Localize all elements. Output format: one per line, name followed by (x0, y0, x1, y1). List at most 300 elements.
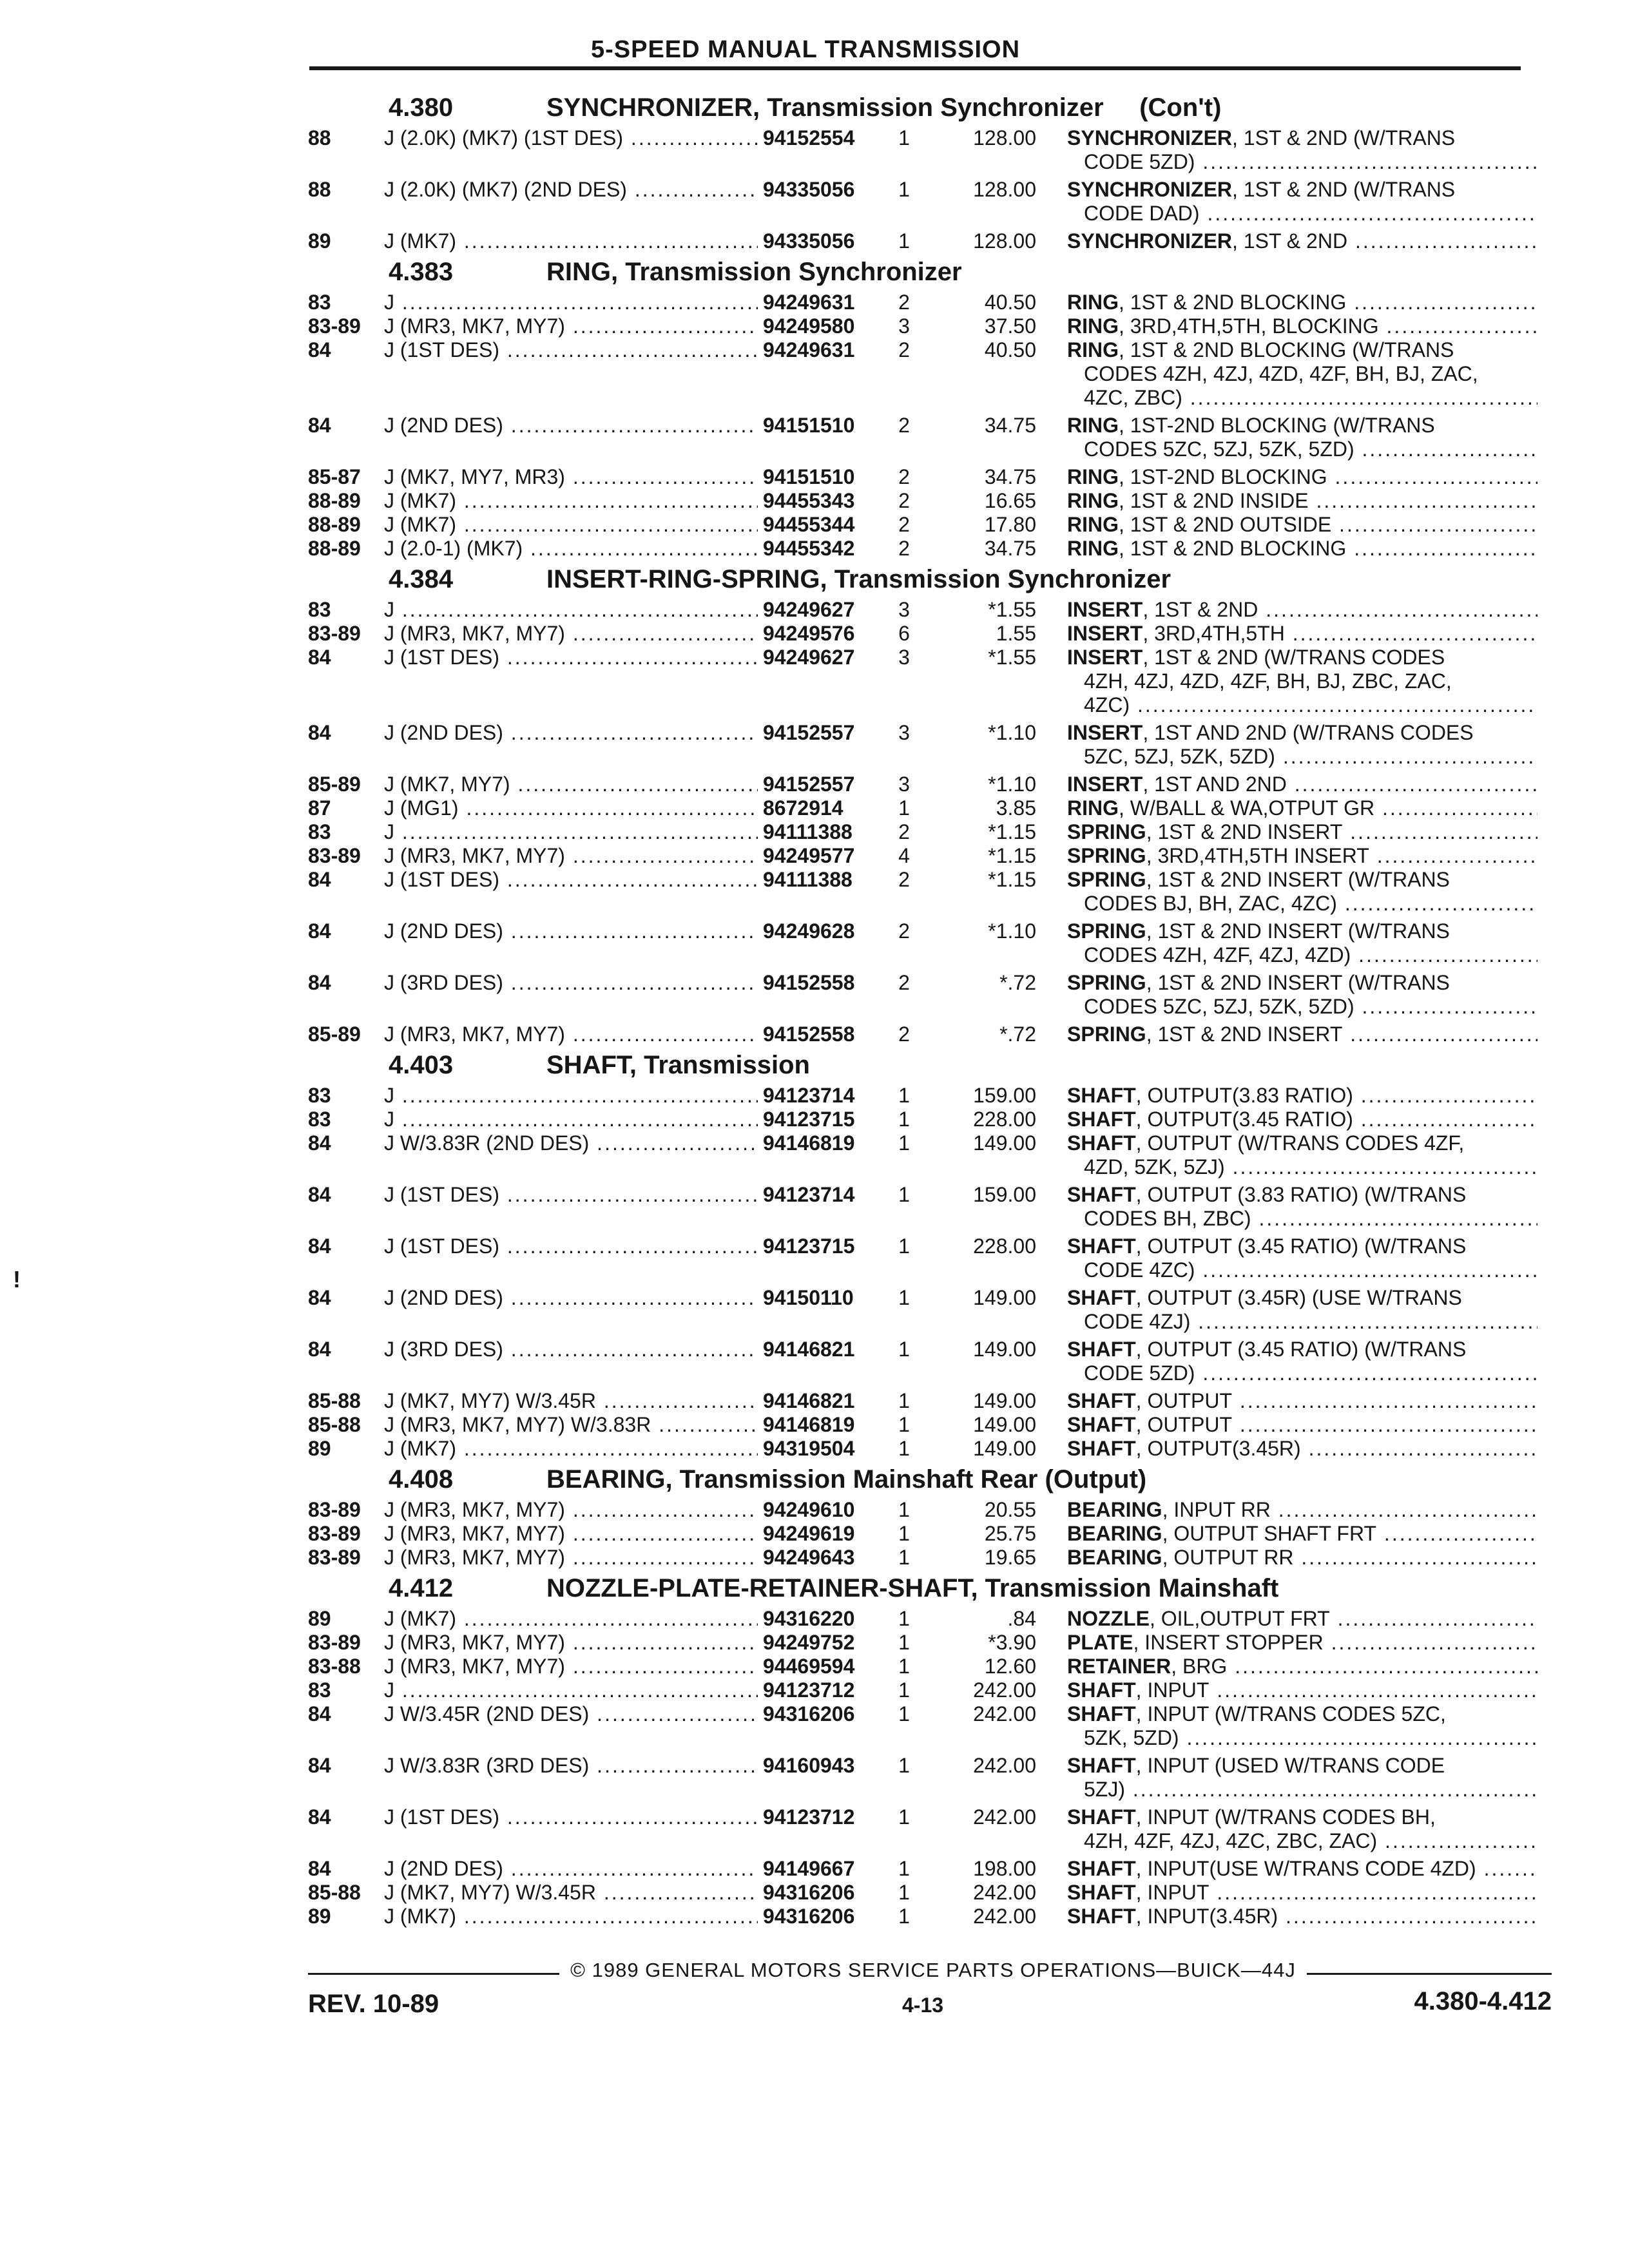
application: J W/3.45R (2ND DES) ..... (384, 1702, 758, 1726)
price: *1.10 (988, 919, 1036, 943)
price: *1.10 (988, 721, 1036, 744)
section-number: 4.380 (389, 93, 454, 122)
footer-page-number: 4-13 (902, 1994, 944, 2017)
part-name: SHAFT (1067, 1881, 1136, 1904)
application: J (3RD DES) ..... (384, 971, 758, 995)
quantity: 1 (898, 1437, 910, 1460)
price: 149.00 (973, 1389, 1036, 1412)
price: *1.55 (988, 598, 1036, 621)
quantity: 2 (898, 414, 910, 437)
part-row (308, 1631, 1552, 1655)
price: 128.00 (973, 229, 1036, 253)
description (1067, 1183, 1537, 1231)
model-year: 84 (308, 1805, 331, 1829)
part-row (308, 1905, 1552, 1928)
model-year: 84 (308, 1857, 331, 1880)
description (1067, 1084, 1537, 1108)
model-year: 84 (308, 1286, 331, 1309)
description-line (1067, 796, 1537, 820)
quantity: 1 (898, 1183, 910, 1206)
part-number: 94151510 (759, 414, 885, 437)
part-name: RING (1067, 291, 1119, 314)
description-line: CODE 5ZD) ..... (1067, 1361, 1537, 1385)
part-row (308, 1754, 1552, 1805)
section-number: 4.383 (389, 258, 454, 286)
application: J (1ST DES) ..... (384, 1235, 758, 1258)
price: 3.85 (996, 796, 1036, 820)
part-number: 94335056 (759, 178, 885, 202)
part-name: BEARING (1067, 1498, 1162, 1521)
model-year: 83-89 (308, 314, 361, 338)
price: 37.50 (984, 314, 1036, 338)
application: J (2ND DES) ..... (384, 1286, 758, 1310)
quantity: 1 (898, 229, 910, 253)
price: 34.75 (984, 465, 1036, 488)
part-number: 94146819 (759, 1131, 885, 1155)
price: 128.00 (973, 126, 1036, 149)
description-line (1067, 1235, 1537, 1258)
part-name: INSERT (1067, 773, 1143, 796)
application: J (MR3, MK7, MY7) ..... (384, 1522, 758, 1546)
quantity: 1 (898, 1881, 910, 1904)
description-line: 4ZC, ZBC) ..... (1067, 386, 1537, 410)
quantity: 2 (898, 537, 910, 560)
description-line: CODES 5ZC, 5ZJ, 5ZK, 5ZD) ..... (1067, 995, 1537, 1019)
part-row (308, 1131, 1552, 1183)
description-line (1067, 465, 1537, 489)
part-number: 94123715 (759, 1108, 885, 1131)
part-number: 94146821 (759, 1389, 885, 1413)
price: 149.00 (973, 1338, 1036, 1361)
quantity: 1 (898, 1857, 910, 1880)
price: 40.50 (984, 338, 1036, 361)
model-year: 84 (308, 971, 331, 994)
quantity: 6 (898, 622, 910, 645)
application: J (MK7) ..... (384, 1905, 758, 1928)
description-line (1067, 314, 1537, 338)
part-name: SHAFT (1067, 1702, 1136, 1725)
description-line: CODES BJ, BH, ZAC, 4ZC) ..... (1067, 892, 1537, 916)
model-year: 84 (308, 1235, 331, 1258)
part-detail: , OUTPUT(3.83 RATIO) (1135, 1084, 1353, 1107)
application: J (MK7) ..... (384, 1607, 758, 1631)
description (1067, 796, 1537, 820)
application: J ..... (384, 1108, 758, 1131)
part-name: SHAFT (1067, 1857, 1136, 1880)
part-detail: , INSERT STOPPER (1133, 1631, 1324, 1654)
price: 198.00 (973, 1857, 1036, 1880)
part-detail: , 1ST & 2ND (1232, 229, 1348, 253)
part-number: 94319504 (759, 1437, 885, 1461)
application: J ..... (384, 1678, 758, 1702)
model-year: 84 (308, 1131, 331, 1155)
description (1067, 919, 1537, 967)
application: J (MK7, MY7) W/3.45R ..... (384, 1389, 758, 1413)
price: *1.15 (988, 868, 1036, 891)
price: 40.50 (984, 291, 1036, 314)
part-detail: , INPUT (1135, 1678, 1210, 1702)
description-line (1067, 513, 1537, 537)
description (1067, 598, 1537, 622)
part-row (308, 1678, 1552, 1702)
quantity: 3 (898, 314, 910, 338)
application: J (2.0K) (MK7) (2ND DES) ..... (384, 178, 758, 202)
section-number: 4.412 (389, 1574, 454, 1602)
page-title: 5-SPEED MANUAL TRANSMISSION (590, 36, 1021, 63)
part-detail: , 1ST & 2ND (W/TRANS (1232, 126, 1456, 149)
part-name: SHAFT (1067, 1286, 1136, 1309)
part-row (308, 646, 1552, 721)
part-detail: , INPUT (W/TRANS CODES 5ZC, (1135, 1702, 1446, 1725)
description (1067, 314, 1537, 338)
part-row (308, 1235, 1552, 1286)
description (1067, 489, 1537, 513)
catalog-section (308, 1461, 1552, 1570)
section-title: RING, Transmission Synchronizer (546, 258, 962, 286)
parts-catalog (308, 89, 1552, 1928)
part-row (308, 1857, 1552, 1881)
footer-copyright: © 1989 GENERAL MOTORS SERVICE PARTS OPERATIONS—BUICK—44J (570, 1959, 1296, 1981)
quantity: 1 (898, 1389, 910, 1412)
application: J ..... (384, 820, 758, 844)
footer-rule-left (308, 1973, 559, 1975)
part-detail: , INPUT(3.45R) (1135, 1905, 1278, 1928)
model-year: 85-88 (308, 1881, 361, 1904)
part-number: 94152557 (759, 773, 885, 796)
price: 159.00 (973, 1084, 1036, 1107)
price: 228.00 (973, 1235, 1036, 1258)
part-row (308, 178, 1552, 229)
description (1067, 622, 1537, 646)
section-title: BEARING, Transmission Mainshaft Rear (Output) (546, 1465, 1147, 1494)
description (1067, 1023, 1537, 1046)
description-line (1067, 598, 1537, 622)
application: J (MK7) ..... (384, 229, 758, 253)
application: J (2ND DES) ..... (384, 919, 758, 943)
part-number: 94316220 (759, 1607, 885, 1631)
part-detail: , 1ST & 2ND INSERT (W/TRANS (1146, 868, 1450, 891)
quantity: 3 (898, 773, 910, 796)
price: 242.00 (973, 1754, 1036, 1777)
part-name: RING (1067, 314, 1119, 338)
description-line (1067, 622, 1537, 646)
part-detail: , INPUT (USED W/TRANS CODE (1135, 1754, 1445, 1777)
part-detail: , 3RD,4TH,5TH INSERT (1146, 844, 1369, 867)
part-number: 94149667 (759, 1857, 885, 1881)
part-number: 8672914 (759, 796, 885, 820)
part-detail: , 3RD,4TH,5TH (1142, 622, 1285, 645)
application: J (3RD DES) ..... (384, 1338, 758, 1361)
model-year: 89 (308, 1905, 331, 1928)
price: 17.80 (984, 513, 1036, 536)
description-line (1067, 1805, 1537, 1829)
model-year: 83-89 (308, 1631, 361, 1654)
quantity: 1 (898, 1546, 910, 1569)
model-year: 88-89 (308, 513, 361, 536)
model-year: 83 (308, 291, 331, 314)
part-name: SHAFT (1067, 1678, 1136, 1702)
part-number: 94249576 (759, 622, 885, 646)
quantity: 1 (898, 1131, 910, 1155)
model-year: 85-89 (308, 773, 361, 796)
part-name: RING (1067, 513, 1119, 536)
price: 149.00 (973, 1131, 1036, 1155)
quantity: 2 (898, 338, 910, 361)
model-year: 89 (308, 1437, 331, 1460)
description-line: CODES 4ZH, 4ZJ, 4ZD, 4ZF, BH, BJ, ZAC, (1084, 362, 1478, 385)
part-number: 94249752 (759, 1631, 885, 1655)
part-number: 94469594 (759, 1655, 885, 1678)
part-name: NOZZLE (1067, 1607, 1150, 1630)
price: *1.15 (988, 820, 1036, 843)
section-heading (308, 89, 1552, 126)
description-line (1067, 338, 1537, 362)
model-year: 83 (308, 598, 331, 621)
price: 242.00 (973, 1905, 1036, 1928)
part-detail: , 1ST & 2ND INSIDE (1119, 489, 1309, 512)
price: 34.75 (984, 414, 1036, 437)
part-name: RING (1067, 489, 1119, 512)
part-name: RING (1067, 414, 1119, 437)
part-row (308, 1183, 1552, 1235)
part-detail: , OUTPUT(3.45 RATIO) (1135, 1108, 1353, 1131)
part-detail: , 1ST & 2ND BLOCKING (W/TRANS (1119, 338, 1454, 361)
part-detail: , OUTPUT (3.45R) (USE W/TRANS (1135, 1286, 1462, 1309)
price: 25.75 (984, 1522, 1036, 1545)
description (1067, 1702, 1537, 1750)
part-name: SHAFT (1067, 1437, 1136, 1460)
application: J (MK7, MY7) ..... (384, 773, 758, 796)
description-line (1067, 721, 1537, 745)
part-row (308, 1546, 1552, 1570)
part-number: 94249631 (759, 291, 885, 314)
model-year: 88-89 (308, 537, 361, 560)
part-detail: , 1ST & 2ND BLOCKING (1119, 291, 1347, 314)
part-number: 94316206 (759, 1905, 885, 1928)
part-name: SHAFT (1067, 1805, 1136, 1829)
model-year: 83-89 (308, 1546, 361, 1569)
description (1067, 126, 1537, 174)
part-name: SPRING (1067, 971, 1146, 994)
quantity: 2 (898, 971, 910, 994)
application: J ..... (384, 1084, 758, 1108)
quantity: 2 (898, 513, 910, 536)
description-line (1067, 1546, 1537, 1570)
part-detail: , INPUT (1135, 1881, 1210, 1904)
part-detail: , OUTPUT (W/TRANS CODES 4ZF, (1135, 1131, 1465, 1155)
part-number: 94335056 (759, 229, 885, 253)
footer-rule-right (1307, 1973, 1552, 1975)
application: J ..... (384, 598, 758, 622)
description-line (1067, 773, 1537, 796)
part-detail: , W/BALL & WA,OTPUT GR (1119, 796, 1375, 820)
section-heading (308, 561, 1552, 598)
model-year: 89 (308, 229, 331, 253)
part-row (308, 1389, 1552, 1413)
description-line (1067, 1108, 1537, 1131)
description-line (1067, 1498, 1537, 1522)
part-number: 94249643 (759, 1546, 885, 1570)
description (1067, 414, 1537, 461)
part-detail: , 1ST & 2ND INSERT (W/TRANS (1146, 919, 1450, 943)
model-year: 83-89 (308, 622, 361, 645)
part-number: 94249619 (759, 1522, 885, 1546)
description (1067, 1131, 1537, 1179)
description-line (1067, 820, 1537, 844)
part-row (308, 414, 1552, 465)
quantity: 1 (898, 1905, 910, 1928)
section-number: 4.408 (389, 1465, 454, 1494)
part-row (308, 1084, 1552, 1108)
price: 242.00 (973, 1881, 1036, 1904)
part-number: 94249577 (759, 844, 885, 868)
model-year: 85-88 (308, 1389, 361, 1412)
quantity: 2 (898, 291, 910, 314)
part-detail: , 1ST & 2ND (1142, 598, 1258, 621)
part-number: 94455344 (759, 513, 885, 537)
part-detail: , OUTPUT(3.45R) (1135, 1437, 1301, 1460)
part-name: SHAFT (1067, 1389, 1136, 1412)
part-number: 94316206 (759, 1881, 885, 1905)
description-line (1067, 1702, 1537, 1726)
part-name: SHAFT (1067, 1338, 1136, 1361)
application: J (1ST DES) ..... (384, 646, 758, 669)
part-detail: , OUTPUT (3.45 RATIO) (W/TRANS (1135, 1338, 1467, 1361)
model-year: 85-87 (308, 465, 361, 488)
description (1067, 1437, 1537, 1461)
application: J (MR3, MK7, MY7) ..... (384, 314, 758, 338)
description (1067, 868, 1537, 916)
application: J (1ST DES) ..... (384, 338, 758, 362)
part-name: SPRING (1067, 919, 1146, 943)
section-heading (308, 253, 1552, 291)
part-row (308, 314, 1552, 338)
quantity: 1 (898, 1235, 910, 1258)
part-row (308, 1023, 1552, 1046)
section-heading (308, 1461, 1552, 1498)
description-line (1067, 1183, 1537, 1207)
part-name: PLATE (1067, 1631, 1133, 1654)
model-year: 83 (308, 820, 331, 843)
part-number: 94249628 (759, 919, 885, 943)
quantity: 2 (898, 919, 910, 943)
part-row (308, 971, 1552, 1023)
part-name: RETAINER (1067, 1655, 1171, 1678)
part-name: SHAFT (1067, 1183, 1136, 1206)
quantity: 1 (898, 1631, 910, 1654)
price: *3.90 (988, 1631, 1036, 1654)
stray-mark: ! (13, 1266, 21, 1293)
application: J (MR3, MK7, MY7) ..... (384, 1546, 758, 1570)
part-number: 94123714 (759, 1183, 885, 1207)
part-row (308, 513, 1552, 537)
quantity: 1 (898, 1338, 910, 1361)
footer-section-range: 4.380-4.412 (1414, 1987, 1552, 2015)
part-name: INSERT (1067, 721, 1143, 744)
part-row (308, 126, 1552, 178)
catalog-section (308, 253, 1552, 561)
description (1067, 820, 1537, 844)
description (1067, 1857, 1537, 1881)
quantity: 2 (898, 820, 910, 843)
part-row (308, 868, 1552, 919)
model-year: 84 (308, 919, 331, 943)
model-year: 84 (308, 1183, 331, 1206)
quantity: 1 (898, 1754, 910, 1777)
part-row (308, 1805, 1552, 1857)
section-title: INSERT-RING-SPRING, Transmission Synchronizer (546, 565, 1171, 593)
description-line (1067, 1131, 1537, 1155)
description (1067, 646, 1537, 717)
quantity: 2 (898, 489, 910, 512)
quantity: 1 (898, 1084, 910, 1107)
part-row (308, 1498, 1552, 1522)
model-year: 83-89 (308, 844, 361, 867)
part-number: 94152554 (759, 126, 885, 150)
model-year: 83-89 (308, 1522, 361, 1545)
model-year: 88-89 (308, 489, 361, 512)
description-line: CODE 4ZC) ..... (1067, 1258, 1537, 1282)
description-line: CODE DAD) ..... (1067, 202, 1537, 226)
part-detail: , 1ST-2ND BLOCKING (W/TRANS (1119, 414, 1435, 437)
description (1067, 1881, 1537, 1905)
part-number: 94152558 (759, 971, 885, 995)
application: J (2ND DES) ..... (384, 1857, 758, 1881)
description (1067, 1389, 1537, 1413)
description (1067, 1655, 1537, 1678)
price: *1.10 (988, 773, 1036, 796)
part-detail: , 1ST-2ND BLOCKING (1119, 465, 1327, 488)
description-line: 5ZK, 5ZD) ..... (1067, 1726, 1537, 1750)
model-year: 83-89 (308, 1498, 361, 1521)
description-line (1067, 1389, 1537, 1413)
section-title: SHAFT, Transmission (546, 1051, 810, 1079)
part-detail: , INPUT RR (1162, 1498, 1271, 1521)
section-heading (308, 1046, 1552, 1084)
quantity: 1 (898, 126, 910, 149)
quantity: 1 (898, 1678, 910, 1702)
part-row (308, 721, 1552, 773)
description (1067, 1413, 1537, 1437)
description-line (1067, 919, 1537, 943)
application: J (MR3, MK7, MY7) ..... (384, 844, 758, 868)
description-line (1067, 178, 1537, 202)
part-row (308, 622, 1552, 646)
description (1067, 1498, 1537, 1522)
quantity: 2 (898, 868, 910, 891)
application: J (MK7) ..... (384, 513, 758, 537)
part-name: SPRING (1067, 1023, 1146, 1046)
application: J (MK7) ..... (384, 489, 758, 513)
application: J (MR3, MK7, MY7) ..... (384, 1498, 758, 1522)
price: 128.00 (973, 178, 1036, 201)
description-line (1067, 126, 1537, 150)
application: J (MR3, MK7, MY7) ..... (384, 1023, 758, 1046)
description-line (1067, 844, 1537, 868)
part-detail: , 1ST & 2ND INSERT (1146, 820, 1343, 843)
catalog-section (308, 1046, 1552, 1461)
quantity: 1 (898, 796, 910, 820)
part-number: 94249631 (759, 338, 885, 362)
quantity: 1 (898, 1522, 910, 1545)
quantity: 1 (898, 1702, 910, 1725)
model-year: 83-88 (308, 1655, 361, 1678)
price: 20.55 (984, 1498, 1036, 1521)
part-name: BEARING (1067, 1522, 1162, 1545)
price: 242.00 (973, 1678, 1036, 1702)
description-line (1067, 1286, 1537, 1310)
quantity: 2 (898, 1023, 910, 1046)
